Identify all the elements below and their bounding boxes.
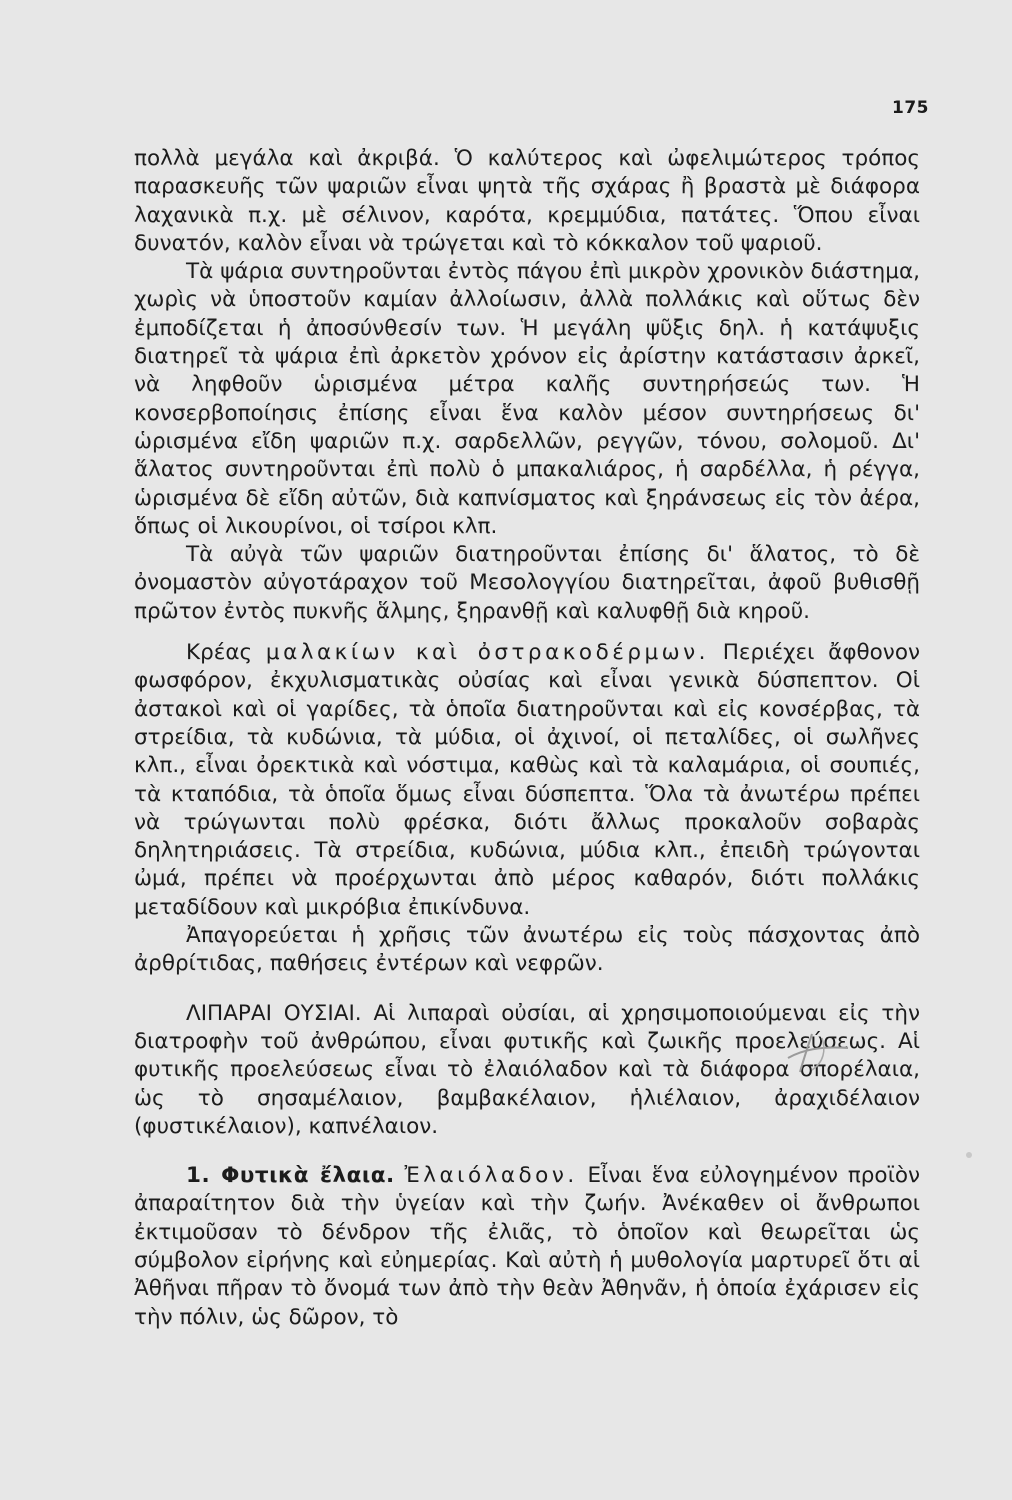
molluscs-term: μαλακίων καὶ ὀστρακοδέρμων. [265, 640, 710, 666]
paragraph-olive-oil [134, 1162, 920, 1332]
paragraph-fish-preparation: πολλὰ μεγάλα καὶ ἀκριβά. Ὁ καλύτερος καὶ ὠφελιμώτερος τρόπος παρασκευῆς τῶν ψαριῶν εἶναι ψητὰ τῆς σχάρας ἢ βραστὰ μὲ διάφορα λαχανικὰ π.χ. μὲ σέλινον, καρότα, κρεμμύδια, πατάτες. Ὅπου εἶναι δυνατόν, καλὸν εἶναι νὰ τρώγεται καὶ τὸ κόκκαλον τοῦ ψαριοῦ. [134, 146, 920, 256]
paragraph-prohibition: Ἀπαγορεύεται ἡ χρῆσις τῶν ἀνωτέρω εἰς τοὺς πάσχοντας ἀπὸ ἀρθρίτιδας, παθήσεις ἐντέρων καὶ νεφρῶν. [134, 923, 920, 977]
molluscs-text: Περιέχει ἄφθονον φωσφόρον, ἐκχυλισματικὰς οὐσίας καὶ εἶναι γενικὰ δύσπεπτον. Οἱ ἀστακοὶ καὶ οἱ γαρίδες, τὰ ὁποῖα διατηροῦνται καὶ εἰς κονσέρβας, τὰ στρείδια, τὰ κυδώνια, τὰ μύδια, οἱ ἀχινοί, οἱ πεταλίδες, οἱ σωλῆνες κλπ., εἶναι ὀρεκτικὰ καὶ νόστιμα, καθὼς καὶ τὰ καλαμάρια, οἱ σουπιές, τὰ κταπόδια, τὰ ὁποῖα ὅμως εἶναι δύσπεπτα. Ὅλα τὰ ἀνωτέρω πρέπει νὰ τρώγωνται πολὺ φρέσκα, διότι ἄλλως προκαλοῦν σοβαρὰς δηλητηριάσεις. Τὰ στρείδια, κυδώνια, μύδια κλπ., ἐπειδὴ τρώγονται ὠμά, πρέπει νὰ προέρχωνται ἀπὸ μέρος καθαρόν, διότι πολλάκις μεταδίδουν καὶ μικρόβια ἐπικίνδυνα. [134, 640, 920, 920]
olive-oil-term: Ἐλαιόλαδον. [404, 1163, 578, 1189]
section-heading: 1. Φυτικὰ ἔλαια. [186, 1163, 395, 1189]
page-number: 175 [892, 98, 929, 118]
paragraph-molluscs [134, 639, 920, 922]
fats-text: Αἱ λιπαραὶ οὐσίαι, αἱ χρησιμοποιούμεναι εἰς τὴν διατροφὴν τοῦ ἀνθρώπου, εἶναι φυτικῆς καὶ ζωικῆς προελεύσεως. Αἱ φυτικῆς προελεύσεως εἶναι τὸ ἐλαιόλαδον καὶ τὰ διάφορα σπορέλαια, ὡς τὸ σησαμέλαιον, βαμβακέλαιον, ἡλιέλαιον, ἀραχιδέλαιον (φυστικέλαιον), καπνέλαιον. [134, 1000, 920, 1139]
paragraph-fish-roe: Τὰ αὐγὰ τῶν ψαριῶν διατηροῦνται ἐπίσης δι' ἅλατος, τὸ δὲ ὀνομαστὸν αὐγοτάραχον τοῦ Μεσολογγίου διατηρεῖται, ἀφοῦ βυθισθῇ πρῶτον ἐντὸς πυκνῆς ἅλμης, ξηρανθῇ καὶ καλυφθῇ διὰ κηροῦ. [134, 542, 920, 624]
fats-heading: ΛΙΠΑΡΑΙ ΟΥΣΙΑΙ. [186, 1000, 362, 1026]
olive-oil-text: Εἶναι ἕνα εὐλογημένον προϊὸν ἀπαραίτητον διὰ τὴν ὑγείαν καὶ τὴν ζωήν. Ἀνέκαθεν οἱ ἄνθρωποι ἐκτιμοῦσαν τὸ δένδρον τῆς ἐλιᾶς, τὸ ὁποῖον καὶ θεωρεῖται ὡς σύμβολον εἰρήνης καὶ εὐημερίας. Καὶ αὐτὴ ἡ μυθολογία μαρτυρεῖ ὅτι αἱ Ἀθῆναι πῆραν τὸ ὄνομά των ἀπὸ τὴν θεὰν Ἀθηνᾶν, ἡ ὁποία ἐχάρισεν εἰς τὴν πόλιν, ὡς δῶρον, τὸ [134, 1163, 921, 1330]
paragraph-fish-preservation: Τὰ ψάρια συντηροῦνται ἐντὸς πάγου ἐπὶ μικρὸν χρονικὸν διάστημα, χωρὶς νὰ ὑποστοῦν καμίαν ἀλλοίωσιν, ἀλλὰ πολλάκις καὶ οὕτως δὲν ἐμποδίζεται ἡ ἀποσύνθεσίν των. Ἡ μεγάλη ψῦξις δηλ. ἡ κατάψυξις διατηρεῖ τὰ ψάρια ἐπὶ ἀρκετὸν χρόνον εἰς ἀρίστην κατάστασιν ἀρκεῖ, νὰ ληφθοῦν ὡρισμένα μέτρα καλῆς συντηρήσεώς των. Ἡ κονσερβοποίησις ἐπίσης εἶναι ἕνα καλὸν μέσον συντηρήσεως δι' ὡρισμένα εἴδη ψαριῶν π.χ. σαρδελλῶν, ρεγγῶν, τόνου, σολομοῦ. Δι' ἅλατος συντηροῦνται ἐπὶ πολὺ ὁ μπακαλιάρος, ἡ σαρδέλλα, ἡ ρέγγα, ὡρισμένα δὲ εἴδη αὐτῶν, διὰ καπνίσματος καὶ ξηράνσεως εἰς τὸν ἀέρα, ὅπως οἱ λικουρίνοι, οἱ τσίροι κλπ. [134, 259, 920, 539]
body-text [134, 145, 920, 1332]
molluscs-lead: Κρέας [186, 640, 253, 666]
pencil-mark-icon [782, 1028, 862, 1076]
margin-dot-icon [966, 1152, 972, 1158]
